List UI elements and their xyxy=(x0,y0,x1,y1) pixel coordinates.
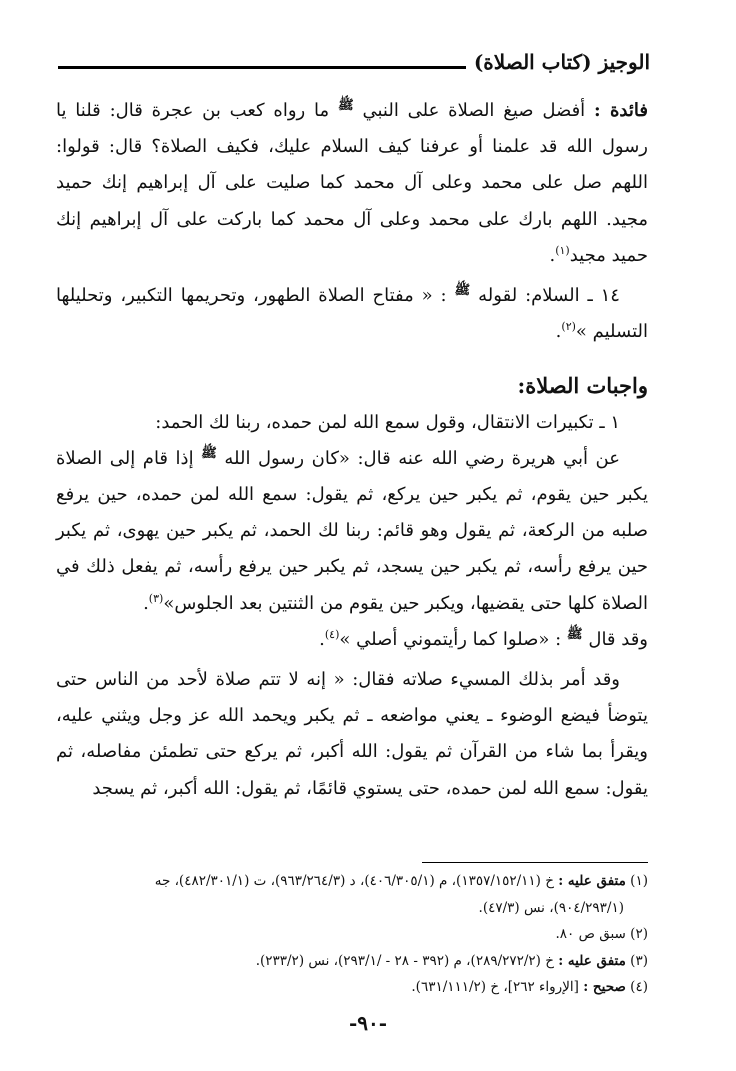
paragraph-sallu xyxy=(56,622,648,658)
paragraph-faida xyxy=(56,93,648,274)
paragraph-hadith-abu-hurayra xyxy=(56,441,648,622)
footnote-3 xyxy=(56,948,648,975)
footnote-number: (٤) xyxy=(630,979,648,995)
footnote-label: صحيح : xyxy=(583,979,626,995)
footnote-label: متفق عليه : xyxy=(558,952,626,969)
faida-text-2: ما رواه كعب بن عجرة قال: قلنا يا رسول الله قد علمنا أو عرفنا كيف السلام عليك، فكيف الصلاة؟ قال: قولوا: اللهم صل على محمد وعلى آل محمد كما صليت على آل إبراهيم إنك حميد مجيد. اللهم بارك على محمد وعلى آل محمد كما باركت على آل إبراهيم إنك حميد مجيد xyxy=(56,100,648,266)
footnote-ref-1[interactable]: (١) xyxy=(555,243,570,257)
sallu-end: . xyxy=(319,628,325,650)
footnote-1-continued: (٩٠٤/٢٩٣/١)، نس (٤٧/٣). xyxy=(478,899,624,916)
salam-end: . xyxy=(555,321,562,343)
faida-text-1: أفضل صيغ الصلاة على النبي xyxy=(362,100,586,121)
saw-symbol: ﷺ xyxy=(201,445,217,461)
faida-label: فائدة : xyxy=(594,100,648,121)
footnote-number: (٢) xyxy=(630,926,648,942)
paragraph-salam xyxy=(56,278,648,350)
footnotes xyxy=(56,868,648,1001)
salam-text-2: : « مفتاح الصلاة الطهور، وتحريمها التكبير، وتحليلها التسليم » xyxy=(56,285,648,343)
footnote-ref-4[interactable]: (٤) xyxy=(324,627,340,641)
running-header xyxy=(58,44,650,74)
page-body xyxy=(56,93,648,807)
footnote-label: متفق عليه : xyxy=(558,873,626,889)
footnote-ref-3[interactable]: (٣) xyxy=(148,591,164,605)
saw-symbol: ﷺ xyxy=(337,98,354,113)
footnote-text: خ (٢٨٩/٢٧٢/٢)، م (٣٩٢ - ٢٨ - /٢٩٣/١)، نس (٢٣٣/٢). xyxy=(255,952,554,969)
hadith-text-2: إذا قام إلى الصلاة يكبر حين يقوم، ثم يكبر حين يركع، ثم يقول: سمع الله لمن حمده، حين يرفع صلبه من الركعة، ثم يقول وهو قائم: ربنا لك الحمد، ثم يكبر حين يهوى، ثم يكبر حين يرفع رأسه، ثم يكبر حين يسجد، ثم يكبر حين يرفع رأسه، ثم يفعل ذلك في الصلاة كلها حتى يقضيها، ويكبر حين يقوم من الثنتين بعد الجلوس» xyxy=(56,447,648,614)
faida-end: . xyxy=(549,244,556,266)
footnote-separator xyxy=(422,862,648,863)
footnote-number: (٣) xyxy=(630,952,648,969)
section-heading: واجبات الصلاة: xyxy=(517,373,648,399)
saw-symbol: ﷺ xyxy=(566,626,583,642)
salam-text-1: ١٤ ـ السلام: لقوله xyxy=(478,285,620,307)
header-title: الوجيز (كتاب الصلاة) xyxy=(473,50,650,74)
sallu-text-2: : «صلوا كما رأيتموني أصلي » xyxy=(339,628,562,650)
footnote-2 xyxy=(56,921,648,948)
footnote-1 xyxy=(56,868,648,895)
footnote-text: سبق ص ٨٠. xyxy=(555,926,626,942)
footnote-4 xyxy=(56,974,648,1001)
footnote-number: (١) xyxy=(630,873,648,889)
hadith-end: . xyxy=(143,592,149,614)
footnote-ref-2[interactable]: (٢) xyxy=(561,320,576,334)
header-rule xyxy=(58,66,466,69)
paragraph-takbirat: ١ ـ تكبيرات الانتقال، وقول سمع الله لمن حمده، ربنا لك الحمد: xyxy=(155,411,620,433)
hadith-text-1: عن أبي هريرة رضي الله عنه قال: «كان رسول الله xyxy=(224,447,620,469)
footnote-text: [الإرواء ٢٦٢]، خ (٦٣١/١١١/٢). xyxy=(411,979,579,995)
footnote-text: خ (١٣٥٧/١٥٢/١١)، م (٤٠٦/٣٠٥/١)، د (٩٦٣/٢٦٤/٣)، ت (٤٨٢/٣٠١/١)، جه xyxy=(154,873,554,889)
sallu-text-1: وقد قال xyxy=(588,628,648,650)
paragraph-musi-salatahu: وقد أمر بذلك المسيء صلاته فقال: « إنه لا تتم صلاة لأحد من الناس حتى يتوضأ فيضع الوضوء ـ يعني مواضعه ـ ثم يكبر ويحمد الله عز وجل ويثني عليه، ويقرأ بما شاء من القرآن ثم يقول: الله أكبر، ثم يركع حتى تطمئن مفاصله، ثم يقول: سمع الله لمن حمده، حتى يستوي قائمًا، ثم يقول: الله أكبر، ثم يسجد xyxy=(56,669,648,799)
page-number: -٩٠- xyxy=(348,1011,388,1035)
saw-symbol: ﷺ xyxy=(454,283,471,299)
